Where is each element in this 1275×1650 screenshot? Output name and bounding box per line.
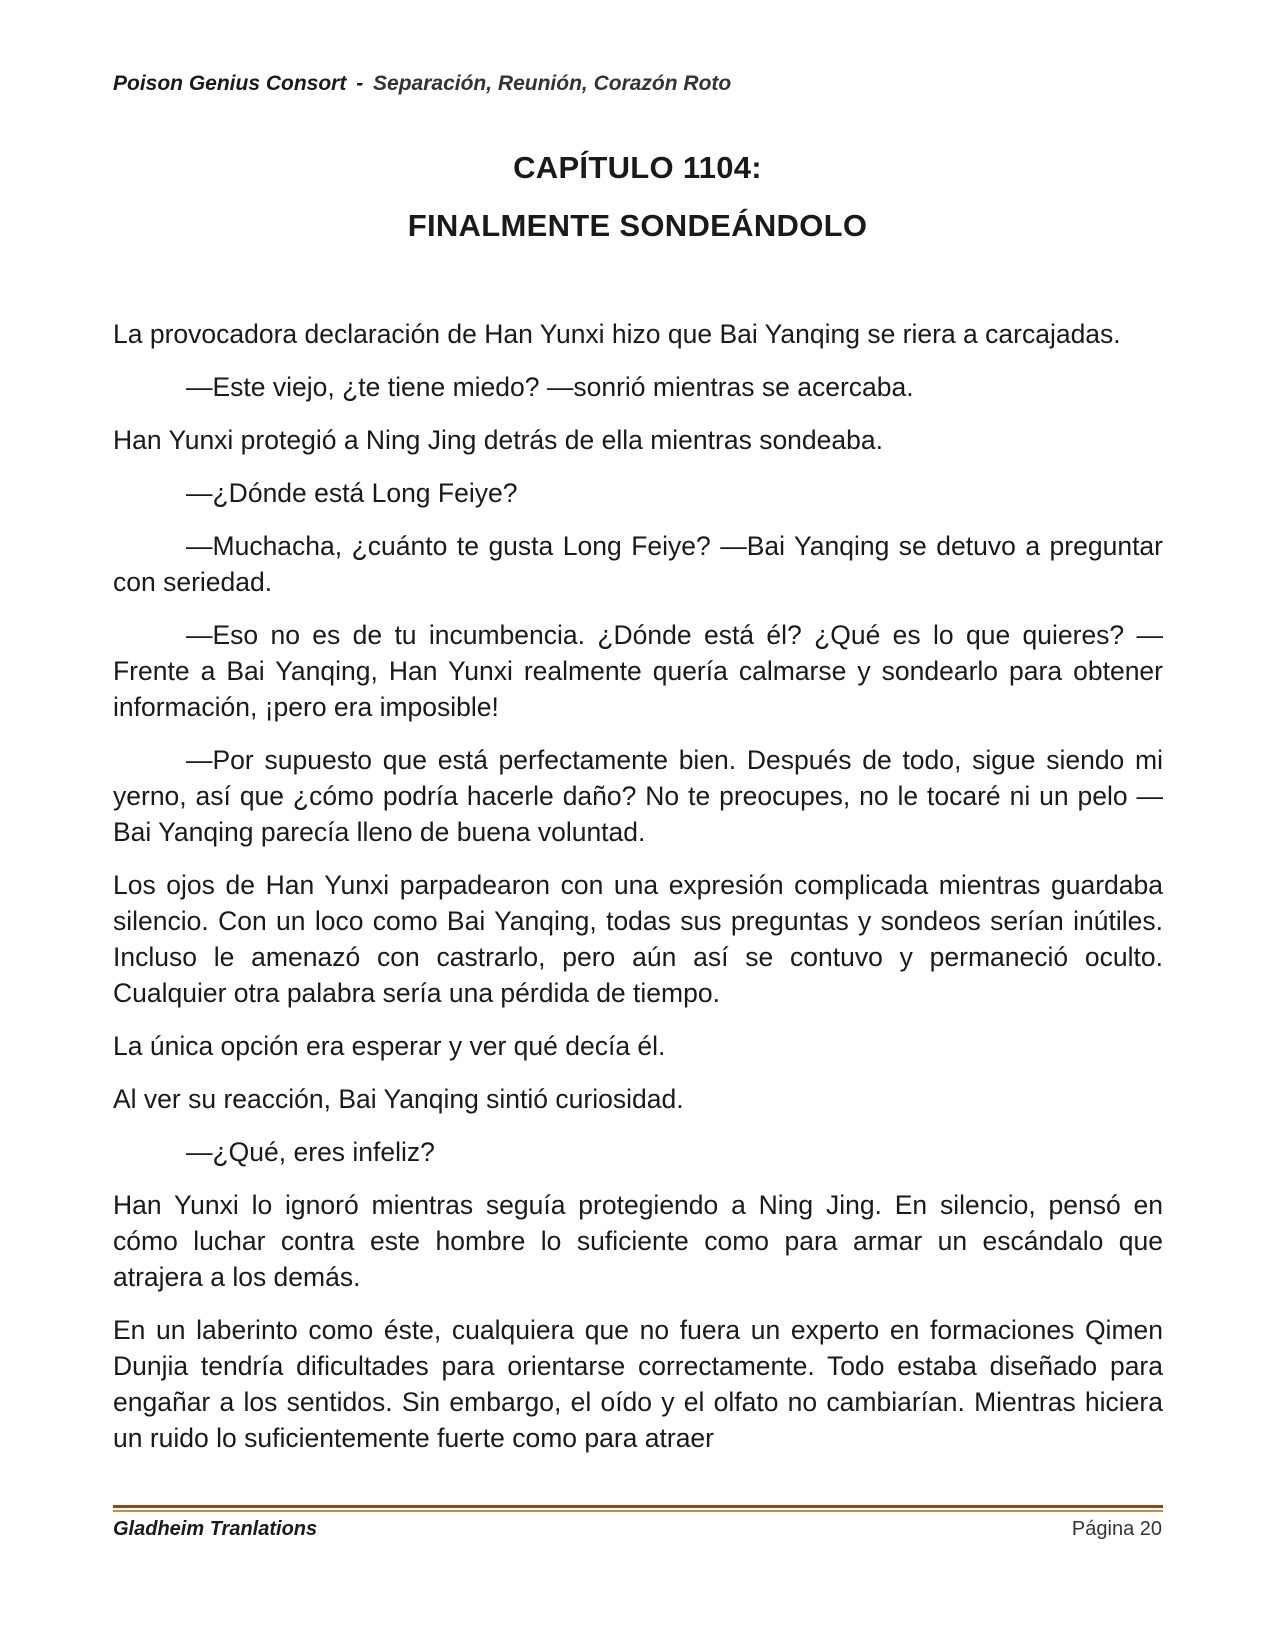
dialogue-paragraph: —Eso no es de tu incumbencia. ¿Dónde está él? ¿Qué es lo que quieres? —Frente a Bai Yanqing, Han Yunxi realmente quería calmarse y sondearlo para obtener información, ¡pero era imposible! — [113, 620, 1163, 722]
paragraph: En un laberinto como éste, cualquiera que no fuera un experto en formaciones Qimen Dunjia tendría dificultades para orientarse correctamente. Todo estaba diseñado para engañar a los sentidos. Sin embargo, el oído y el olfato no cambiarían. Mientras hiciera un ruido lo suficientemente fuerte como para atraer — [113, 1315, 1163, 1453]
dialogue-paragraph: —Muchacha, ¿cuánto te gusta Long Feiye? —Bai Yanqing se detuvo a preguntar con seriedad. — [113, 531, 1163, 597]
page-number: Página 20 — [1071, 1518, 1162, 1540]
dialogue-paragraph: —¿Qué, eres infeliz? — [186, 1137, 435, 1167]
series-title: Poison Genius Consort — [113, 72, 347, 95]
paragraph: Han Yunxi lo ignoró mientras seguía protegiendo a Ning Jing. En silencio, pensó en cómo luchar contra este hombre lo suficiente como para armar un escándalo que atrajera a los demás. — [113, 1190, 1163, 1292]
chapter-number: CAPÍTULO 1104: — [513, 150, 762, 185]
arc-title: Separación, Reunión, Corazón Roto — [373, 72, 732, 95]
paragraph: La provocadora declaración de Han Yunxi hizo que Bai Yanqing se riera a carcajadas. — [113, 319, 1121, 349]
chapter-title: FINALMENTE SONDEÁNDOLO — [407, 208, 868, 243]
footer-rule-light — [113, 1510, 1163, 1512]
paragraph: Al ver su reacción, Bai Yanqing sintió curiosidad. — [113, 1084, 684, 1114]
dialogue-paragraph: —Por supuesto que está perfectamente bien. Después de todo, sigue siendo mi yerno, así que ¿cómo podría hacerle daño? No te preocupes, no le tocaré ni un pelo —Bai Yanqing parecía lleno de buena voluntad. — [113, 745, 1163, 847]
paragraph: La única opción era esperar y ver qué decía él. — [113, 1031, 666, 1061]
paragraph: Han Yunxi protegió a Ning Jing detrás de ella mientras sondeaba. — [113, 425, 883, 455]
chapter-body — [113, 316, 1163, 1473]
footer-translator: Gladheim Tranlations — [113, 1518, 318, 1540]
header-separator: - — [356, 72, 364, 95]
running-header — [113, 72, 731, 96]
dialogue-paragraph: —Este viejo, ¿te tiene miedo? —sonrió mientras se acercaba. — [186, 372, 914, 402]
footer-rule-dark — [113, 1505, 1163, 1508]
dialogue-paragraph: —¿Dónde está Long Feiye? — [186, 478, 518, 508]
paragraph: Los ojos de Han Yunxi parpadearon con una expresión complicada mientras guardaba silencio. Con un loco como Bai Yanqing, todas sus preguntas y sondeos serían inútiles. Incluso le amenazó con castrarlo, pero aún así se contuvo y permaneció oculto. Cualquier otra palabra sería una pérdida de tiempo. — [113, 870, 1163, 1008]
